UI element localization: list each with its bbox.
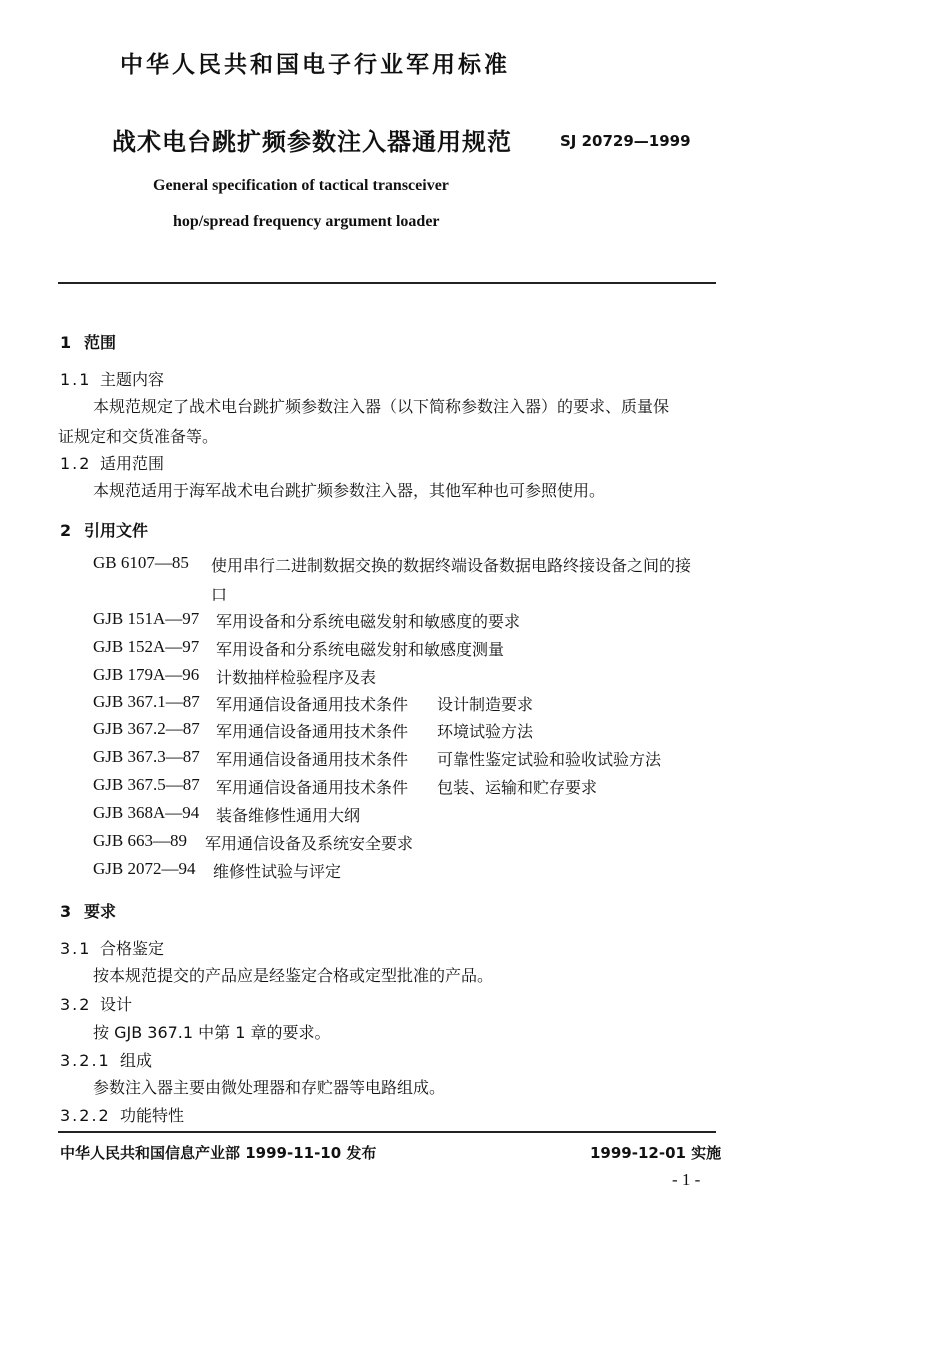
reference-title: 使用串行二进制数据交换的数据终端设备数据电路终接设备之间的接 <box>211 556 692 575</box>
footer-divider <box>58 1131 716 1133</box>
reference-code: GJB 2072—94 <box>93 859 196 878</box>
section-title: 合格鉴定 <box>100 939 165 958</box>
section-title: 主题内容 <box>100 370 165 389</box>
section-title: 组成 <box>120 1051 153 1070</box>
section-number: 3.2 <box>60 995 92 1014</box>
reference-code: GJB 367.1—87 <box>93 692 200 711</box>
section-title: 范围 <box>84 333 117 352</box>
reference-code: GJB 663—89 <box>93 831 187 850</box>
section-3-2-1-text: 参数注入器主要由微处理器和存贮器等电路组成。 <box>93 1078 446 1097</box>
reference-code: GJB 151A—97 <box>93 609 200 628</box>
reference-code: GJB 152A—97 <box>93 637 200 656</box>
section-1-heading <box>60 330 116 353</box>
section-number: 2 <box>60 521 74 540</box>
reference-code: GJB 367.3—87 <box>93 747 200 766</box>
reference-title: 军用通信设备通用技术条件 <box>216 722 409 741</box>
reference-code: GB 6107—85 <box>93 553 189 572</box>
reference-code: GJB 368A—94 <box>93 803 200 822</box>
issuer-line: 中华人民共和国电子行业军用标准 <box>120 52 510 78</box>
section-number: 1.2 <box>60 454 92 473</box>
section-1-2-heading <box>60 451 164 474</box>
section-number: 3.2.2 <box>60 1106 111 1125</box>
section-3-1-heading <box>60 936 164 959</box>
effective-date: 1999-12-01 实施 <box>590 1144 722 1162</box>
reference-code: GJB 367.2—87 <box>93 719 200 738</box>
reference-title: 军用通信设备通用技术条件 <box>216 695 409 714</box>
section-1-1-heading <box>60 367 164 390</box>
document-title-en-line2: hop/spread frequency argument loader <box>173 213 440 230</box>
section-3-2-2-heading <box>60 1103 184 1126</box>
section-number: 1 <box>60 333 74 352</box>
reference-subtitle: 环境试验方法 <box>437 722 534 741</box>
section-title: 引用文件 <box>84 521 149 540</box>
reference-code: GJB 367.5—87 <box>93 775 200 794</box>
reference-title: 军用设备和分系统电磁发射和敏感度的要求 <box>216 612 521 631</box>
standard-number: SJ 20729—1999 <box>560 132 691 150</box>
section-title: 设计 <box>100 995 133 1014</box>
reference-title: 军用通信设备通用技术条件 <box>216 750 409 769</box>
section-title: 功能特性 <box>120 1106 185 1125</box>
document-title-en-line1: General specification of tactical transceiver <box>153 177 449 194</box>
reference-title: 维修性试验与评定 <box>213 862 342 881</box>
reference-subtitle: 包装、运输和贮存要求 <box>437 778 598 797</box>
reference-title: 计数抽样检验程序及表 <box>216 668 377 687</box>
section-number: 1.1 <box>60 370 92 389</box>
reference-title: 装备维修性通用大纲 <box>216 806 361 825</box>
document-title-cn: 战术电台跳扩频参数注入器通用规范 <box>112 128 512 156</box>
page-number: - 1 - <box>672 1170 701 1189</box>
section-3-1-text: 按本规范提交的产品应是经鉴定合格或定型批准的产品。 <box>93 966 494 985</box>
reference-title-continued: 口 <box>211 585 228 604</box>
section-number: 3.1 <box>60 939 92 958</box>
section-1-2-text: 本规范适用于海军战术电台跳扩频参数注入器，其他军种也可参照使用。 <box>93 481 606 500</box>
reference-code: GJB 179A—96 <box>93 665 200 684</box>
section-3-2-heading <box>60 992 132 1015</box>
section-1-1-text-line1: 本规范规定了战术电台跳扩频参数注入器（以下简称参数注入器）的要求、质量保 <box>93 397 670 416</box>
section-title: 适用范围 <box>100 454 165 473</box>
section-number: 3.2.1 <box>60 1051 111 1070</box>
reference-title: 军用通信设备及系统安全要求 <box>205 834 414 853</box>
section-3-2-text: 按 GJB 367.1 中第 1 章的要求。 <box>93 1023 331 1042</box>
section-3-heading <box>60 899 116 922</box>
section-number: 3 <box>60 902 74 921</box>
issue-date: 中华人民共和国信息产业部 1999-11-10 发布 <box>60 1144 377 1162</box>
reference-subtitle: 可靠性鉴定试验和验收试验方法 <box>437 750 662 769</box>
reference-title: 军用通信设备通用技术条件 <box>216 778 409 797</box>
reference-subtitle: 设计制造要求 <box>437 695 534 714</box>
section-2-heading <box>60 518 148 541</box>
section-title: 要求 <box>84 902 117 921</box>
header-divider <box>58 282 716 284</box>
section-1-1-text-line2: 证规定和交货准备等。 <box>58 427 219 446</box>
section-3-2-1-heading <box>60 1048 152 1071</box>
reference-title: 军用设备和分系统电磁发射和敏感度测量 <box>216 640 505 659</box>
